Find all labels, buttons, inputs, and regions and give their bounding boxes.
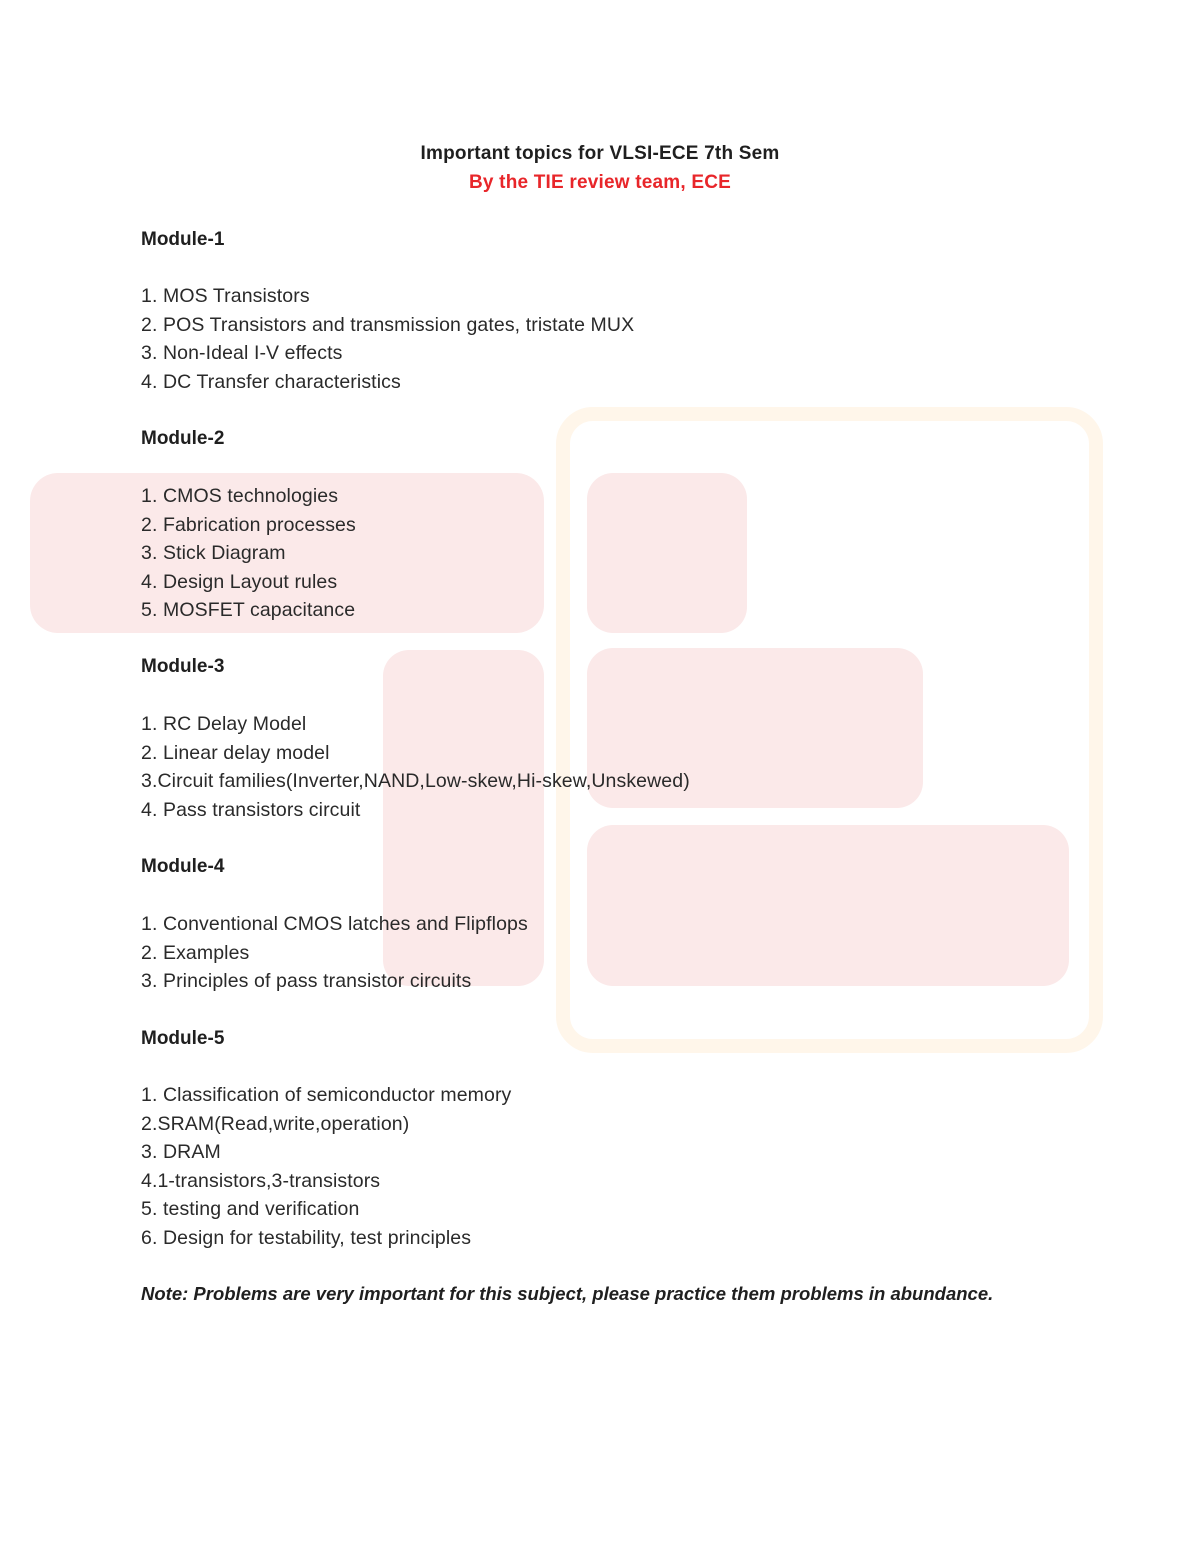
topic-item: 2. Linear delay model <box>141 741 330 764</box>
topic-item: 4. Pass transistors circuit <box>141 798 361 821</box>
important-note: Note: Problems are very important for this subject, please practice them problems in abundance. <box>141 1283 994 1304</box>
topic-item: 1. CMOS technologies <box>141 485 339 507</box>
topic-item: 1. MOS Transistors <box>141 285 310 307</box>
topic-item: 5. MOSFET capacitance <box>141 599 356 622</box>
topic-item: 1. Classification of semiconductor memory <box>141 1084 512 1106</box>
topic-item: 4.1-transistors,3-transistors <box>141 1169 381 1192</box>
module-1-heading: Module-1 <box>141 229 225 250</box>
module-3-heading: Module-3 <box>141 656 225 677</box>
module-3-topics <box>141 710 690 824</box>
topic-item: 4. DC Transfer characteristics <box>141 370 401 393</box>
module-5-topics <box>141 1081 511 1253</box>
module-4-heading: Module-4 <box>141 856 225 877</box>
document-subtitle: By the TIE review team, ECE <box>469 172 731 193</box>
topic-item: 1. RC Delay Model <box>141 713 307 735</box>
module-1-topics <box>141 282 634 396</box>
topic-item: 2. Examples <box>141 941 250 964</box>
document-title: Important topics for VLSI-ECE 7th Sem <box>420 143 780 164</box>
module-5-heading: Module-5 <box>141 1028 225 1049</box>
topic-item: 5. testing and verification <box>141 1198 360 1221</box>
topic-item: 3. DRAM <box>141 1141 221 1164</box>
module-2-topics <box>141 482 356 625</box>
topic-item: 3. Non-Ideal I-V effects <box>141 342 343 365</box>
topic-item: 2. Fabrication processes <box>141 513 356 536</box>
topic-item: 1. Conventional CMOS latches and Flipflops <box>141 913 528 935</box>
topic-item: 3.Circuit families(Inverter,NAND,Low-skew,Hi-skew,Unskewed) <box>141 770 690 793</box>
topic-item: 2. POS Transistors and transmission gates, tristate MUX <box>141 313 635 336</box>
topic-item: 3. Stick Diagram <box>141 542 286 565</box>
topic-item: 3. Principles of pass transistor circuits <box>141 970 472 993</box>
module-4-topics <box>141 910 528 996</box>
topic-item: 6. Design for testability, test principles <box>141 1226 472 1249</box>
topic-item: 4. Design Layout rules <box>141 570 338 593</box>
module-2-heading: Module-2 <box>141 428 225 449</box>
topic-item: 2.SRAM(Read,write,operation) <box>141 1112 410 1135</box>
